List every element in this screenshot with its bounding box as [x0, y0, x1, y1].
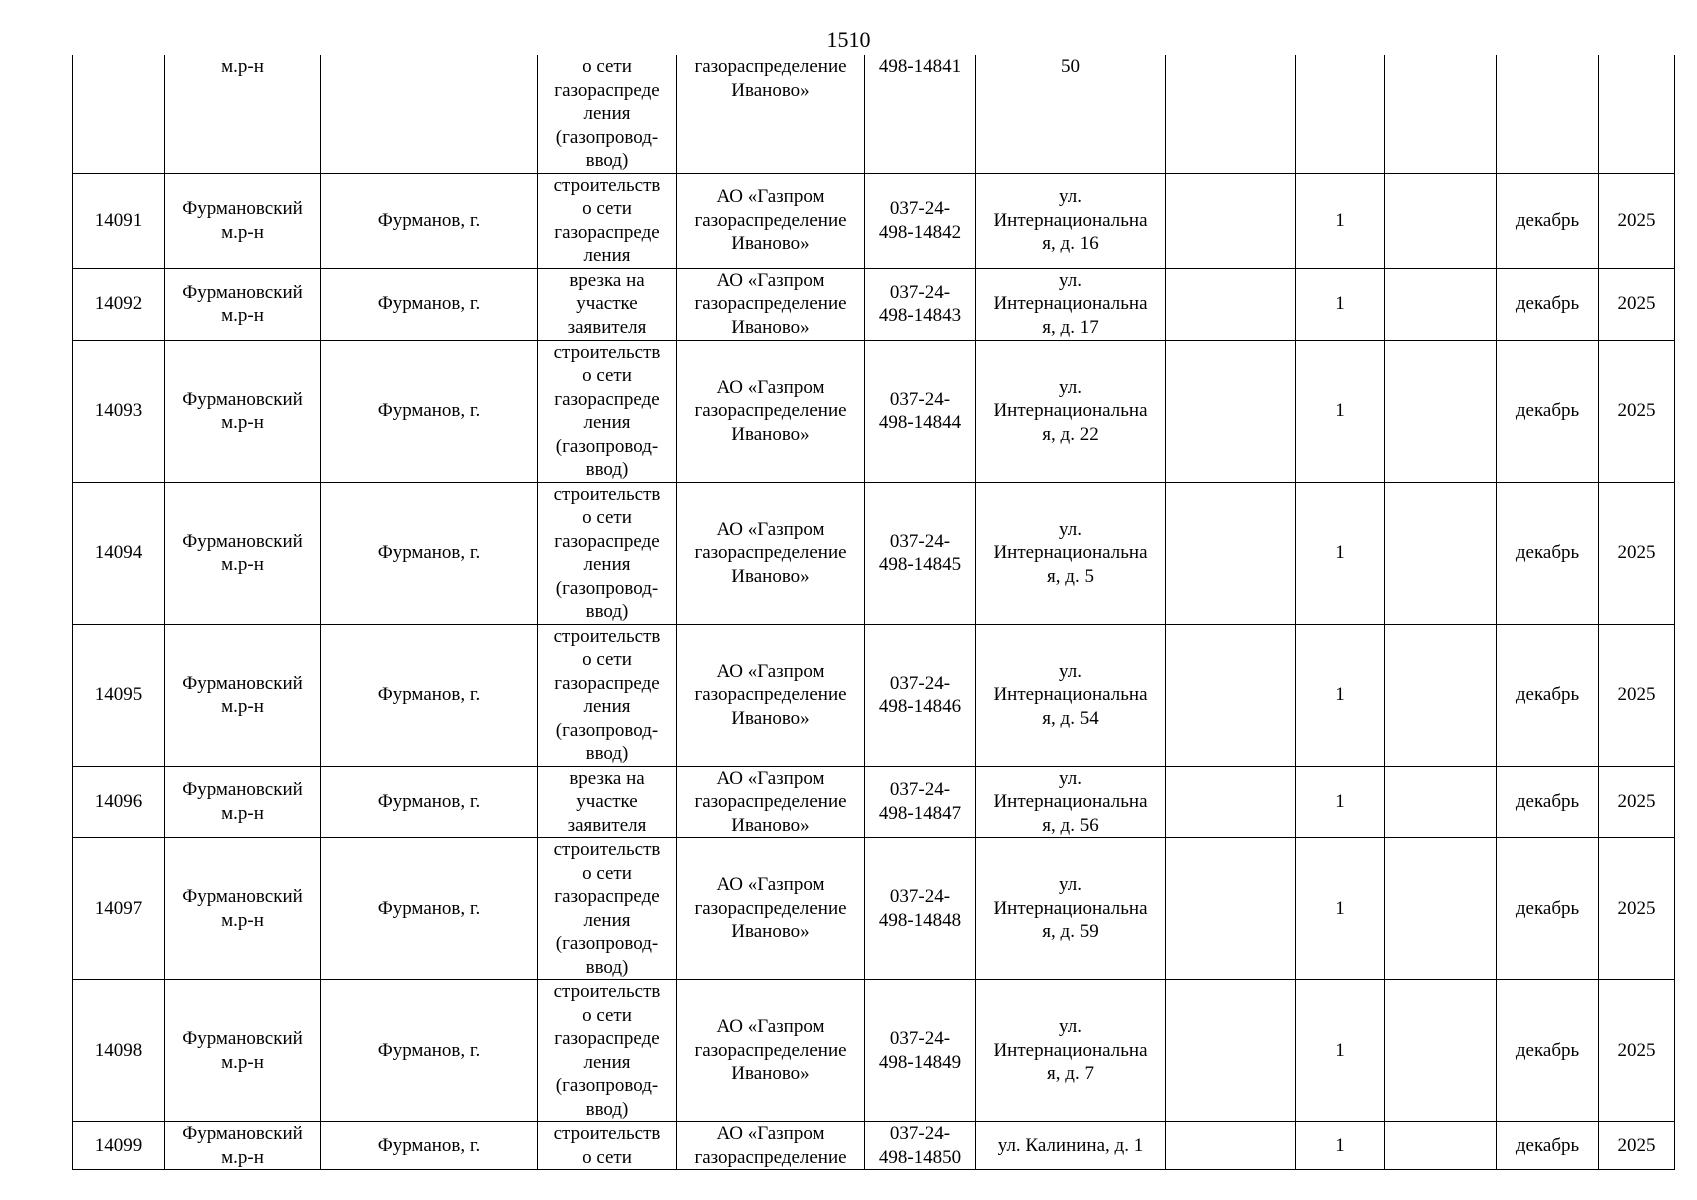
empty-cell: [1166, 766, 1296, 838]
application-number-cell: 037-24- 498-14843: [865, 268, 976, 340]
organization-cell: газораспределение Иваново»: [677, 55, 865, 173]
application-number-cell: 037-24- 498-14848: [865, 838, 976, 980]
application-number-cell: 037-24- 498-14847: [865, 766, 976, 838]
address-cell: ул. Интернациональна я, д. 5: [976, 482, 1166, 624]
table-row: [73, 340, 1675, 482]
table-row: [73, 980, 1675, 1122]
empty-cell: [1385, 340, 1497, 482]
organization-cell: АО «Газпром газораспределение Иваново»: [677, 624, 865, 766]
row-number-cell: 14092: [73, 268, 165, 340]
month-cell: декабрь: [1497, 268, 1599, 340]
table-row: [73, 1122, 1675, 1170]
address-cell: 50: [976, 55, 1166, 173]
work-type-cell: врезка на участке заявителя: [538, 766, 677, 838]
address-cell: ул. Интернациональна я, д. 59: [976, 838, 1166, 980]
empty-cell: [1166, 624, 1296, 766]
empty-cell: [1166, 55, 1296, 173]
empty-cell: [1166, 482, 1296, 624]
organization-cell: АО «Газпром газораспределение Иваново»: [677, 766, 865, 838]
settlement-cell: [321, 55, 538, 173]
table-row: [73, 624, 1675, 766]
year-cell: 2025: [1599, 766, 1675, 838]
quantity-cell: 1: [1296, 340, 1385, 482]
table-row: [73, 268, 1675, 340]
month-cell: декабрь: [1497, 980, 1599, 1122]
organization-cell: АО «Газпром газораспределение Иваново»: [677, 482, 865, 624]
work-type-cell: строительств о сети газораспреде ления (газопровод- ввод): [538, 340, 677, 482]
organization-cell: АО «Газпром газораспределение: [677, 1122, 865, 1170]
year-cell: 2025: [1599, 482, 1675, 624]
empty-cell: [1166, 268, 1296, 340]
empty-cell: [1166, 173, 1296, 268]
district-cell: Фурмановский м.р-н: [165, 340, 321, 482]
table-row: [73, 838, 1675, 980]
year-cell: [1599, 55, 1675, 173]
district-cell: Фурмановский м.р-н: [165, 482, 321, 624]
district-cell: Фурмановский м.р-н: [165, 1122, 321, 1170]
row-number-cell: 14095: [73, 624, 165, 766]
empty-cell: [1166, 838, 1296, 980]
settlement-cell: Фурманов, г.: [321, 766, 538, 838]
month-cell: декабрь: [1497, 482, 1599, 624]
settlement-cell: Фурманов, г.: [321, 1122, 538, 1170]
empty-cell: [1385, 1122, 1497, 1170]
quantity-cell: 1: [1296, 173, 1385, 268]
year-cell: 2025: [1599, 624, 1675, 766]
empty-cell: [1385, 980, 1497, 1122]
settlement-cell: Фурманов, г.: [321, 173, 538, 268]
table-row: [73, 55, 1675, 173]
row-number-cell: 14093: [73, 340, 165, 482]
district-cell: Фурмановский м.р-н: [165, 268, 321, 340]
application-number-cell: 037-24- 498-14844: [865, 340, 976, 482]
district-cell: Фурмановский м.р-н: [165, 838, 321, 980]
organization-cell: АО «Газпром газораспределение Иваново»: [677, 173, 865, 268]
row-number-cell: 14097: [73, 838, 165, 980]
application-number-cell: 037-24- 498-14846: [865, 624, 976, 766]
empty-cell: [1166, 340, 1296, 482]
address-cell: ул. Интернациональна я, д. 22: [976, 340, 1166, 482]
district-cell: Фурмановский м.р-н: [165, 766, 321, 838]
organization-cell: АО «Газпром газораспределение Иваново»: [677, 268, 865, 340]
organization-cell: АО «Газпром газораспределение Иваново»: [677, 340, 865, 482]
year-cell: 2025: [1599, 838, 1675, 980]
settlement-cell: Фурманов, г.: [321, 340, 538, 482]
year-cell: 2025: [1599, 268, 1675, 340]
empty-cell: [1166, 980, 1296, 1122]
district-cell: м.р-н: [165, 55, 321, 173]
settlement-cell: Фурманов, г.: [321, 838, 538, 980]
row-number-cell: 14094: [73, 482, 165, 624]
work-type-cell: строительств о сети: [538, 1122, 677, 1170]
quantity-cell: 1: [1296, 268, 1385, 340]
address-cell: ул. Калинина, д. 1: [976, 1122, 1166, 1170]
application-number-cell: 037-24- 498-14850: [865, 1122, 976, 1170]
gas-connection-registry-table: [72, 55, 1675, 1170]
row-number-cell: [73, 55, 165, 173]
table-row: [73, 482, 1675, 624]
year-cell: 2025: [1599, 340, 1675, 482]
month-cell: декабрь: [1497, 838, 1599, 980]
organization-cell: АО «Газпром газораспределение Иваново»: [677, 838, 865, 980]
empty-cell: [1385, 55, 1497, 173]
address-cell: ул. Интернациональна я, д. 17: [976, 268, 1166, 340]
row-number-cell: 14091: [73, 173, 165, 268]
settlement-cell: Фурманов, г.: [321, 482, 538, 624]
row-number-cell: 14096: [73, 766, 165, 838]
address-cell: ул. Интернациональна я, д. 56: [976, 766, 1166, 838]
quantity-cell: 1: [1296, 624, 1385, 766]
address-cell: ул. Интернациональна я, д. 7: [976, 980, 1166, 1122]
table-body: [73, 55, 1675, 1170]
application-number-cell: 037-24- 498-14842: [865, 173, 976, 268]
quantity-cell: 1: [1296, 980, 1385, 1122]
empty-cell: [1385, 624, 1497, 766]
empty-cell: [1166, 1122, 1296, 1170]
application-number-cell: 498-14841: [865, 55, 976, 173]
work-type-cell: строительств о сети газораспреде ления (газопровод- ввод): [538, 624, 677, 766]
table-row: [73, 766, 1675, 838]
month-cell: декабрь: [1497, 624, 1599, 766]
district-cell: Фурмановский м.р-н: [165, 624, 321, 766]
page-number: 1510: [826, 27, 871, 52]
application-number-cell: 037-24- 498-14849: [865, 980, 976, 1122]
year-cell: 2025: [1599, 980, 1675, 1122]
quantity-cell: [1296, 55, 1385, 173]
address-cell: ул. Интернациональна я, д. 54: [976, 624, 1166, 766]
settlement-cell: Фурманов, г.: [321, 624, 538, 766]
work-type-cell: строительств о сети газораспреде ления (газопровод- ввод): [538, 980, 677, 1122]
work-type-cell: о сети газораспреде ления (газопровод- ввод): [538, 55, 677, 173]
month-cell: [1497, 55, 1599, 173]
settlement-cell: Фурманов, г.: [321, 980, 538, 1122]
quantity-cell: 1: [1296, 1122, 1385, 1170]
work-type-cell: строительств о сети газораспреде ления: [538, 173, 677, 268]
work-type-cell: врезка на участке заявителя: [538, 268, 677, 340]
district-cell: Фурмановский м.р-н: [165, 980, 321, 1122]
work-type-cell: строительств о сети газораспреде ления (газопровод- ввод): [538, 838, 677, 980]
empty-cell: [1385, 766, 1497, 838]
empty-cell: [1385, 838, 1497, 980]
year-cell: 2025: [1599, 1122, 1675, 1170]
settlement-cell: Фурманов, г.: [321, 268, 538, 340]
quantity-cell: 1: [1296, 838, 1385, 980]
quantity-cell: 1: [1296, 482, 1385, 624]
empty-cell: [1385, 482, 1497, 624]
quantity-cell: 1: [1296, 766, 1385, 838]
month-cell: декабрь: [1497, 173, 1599, 268]
application-number-cell: 037-24- 498-14845: [865, 482, 976, 624]
organization-cell: АО «Газпром газораспределение Иваново»: [677, 980, 865, 1122]
month-cell: декабрь: [1497, 766, 1599, 838]
empty-cell: [1385, 268, 1497, 340]
row-number-cell: 14099: [73, 1122, 165, 1170]
row-number-cell: 14098: [73, 980, 165, 1122]
month-cell: декабрь: [1497, 340, 1599, 482]
work-type-cell: строительств о сети газораспреде ления (газопровод- ввод): [538, 482, 677, 624]
district-cell: Фурмановский м.р-н: [165, 173, 321, 268]
address-cell: ул. Интернациональна я, д. 16: [976, 173, 1166, 268]
empty-cell: [1385, 173, 1497, 268]
table-row: [73, 173, 1675, 268]
year-cell: 2025: [1599, 173, 1675, 268]
month-cell: декабрь: [1497, 1122, 1599, 1170]
